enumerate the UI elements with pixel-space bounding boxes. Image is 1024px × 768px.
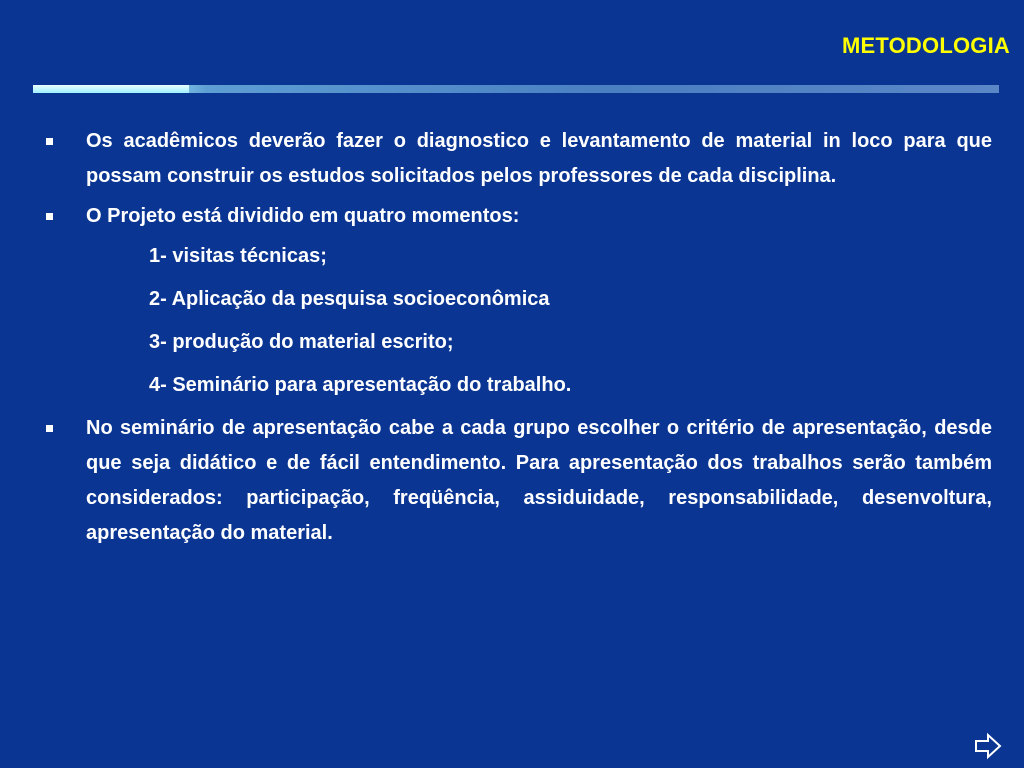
square-bullet-icon: [46, 425, 53, 432]
moment-item-3: 3- produção do material escrito;: [149, 331, 454, 353]
slide-title: METODOLOGIA: [841, 33, 1010, 58]
bullet-text: Os acadêmicos deverão fazer o diagnostico e levantamento de material in loco para que possam construir os estudos solicitados pelos professores de cada disciplina.: [86, 130, 992, 187]
slide-content: [36, 124, 992, 556]
moment-item-1: 1- visitas técnicas;: [149, 245, 327, 267]
title-divider: [33, 85, 999, 93]
bullet-item-momentos: [36, 199, 992, 234]
bullet-item-diagnostico: [36, 124, 992, 194]
title-divider-highlight: [33, 85, 189, 93]
square-bullet-icon: [46, 213, 53, 220]
bullet-text: No seminário de apresentação cabe a cada grupo escolher o critério de apresentação, desde que seja didático e de fácil entendimento. Para apresentação dos trabalhos serão também considerados: participação, freqüência, assiduidade, responsabilidade, desenvoltura, apresentação do material.: [86, 417, 992, 544]
next-slide-arrow-icon[interactable]: [974, 732, 1002, 760]
bullet-item-seminario: [36, 411, 992, 551]
bullet-text: O Projeto está dividido em quatro momentos:: [86, 205, 520, 227]
moment-item-4: 4- Seminário para apresentação do trabalho.: [149, 374, 572, 396]
square-bullet-icon: [46, 138, 53, 145]
moment-item-2: 2- Aplicação da pesquisa socioeconômica: [149, 288, 550, 310]
